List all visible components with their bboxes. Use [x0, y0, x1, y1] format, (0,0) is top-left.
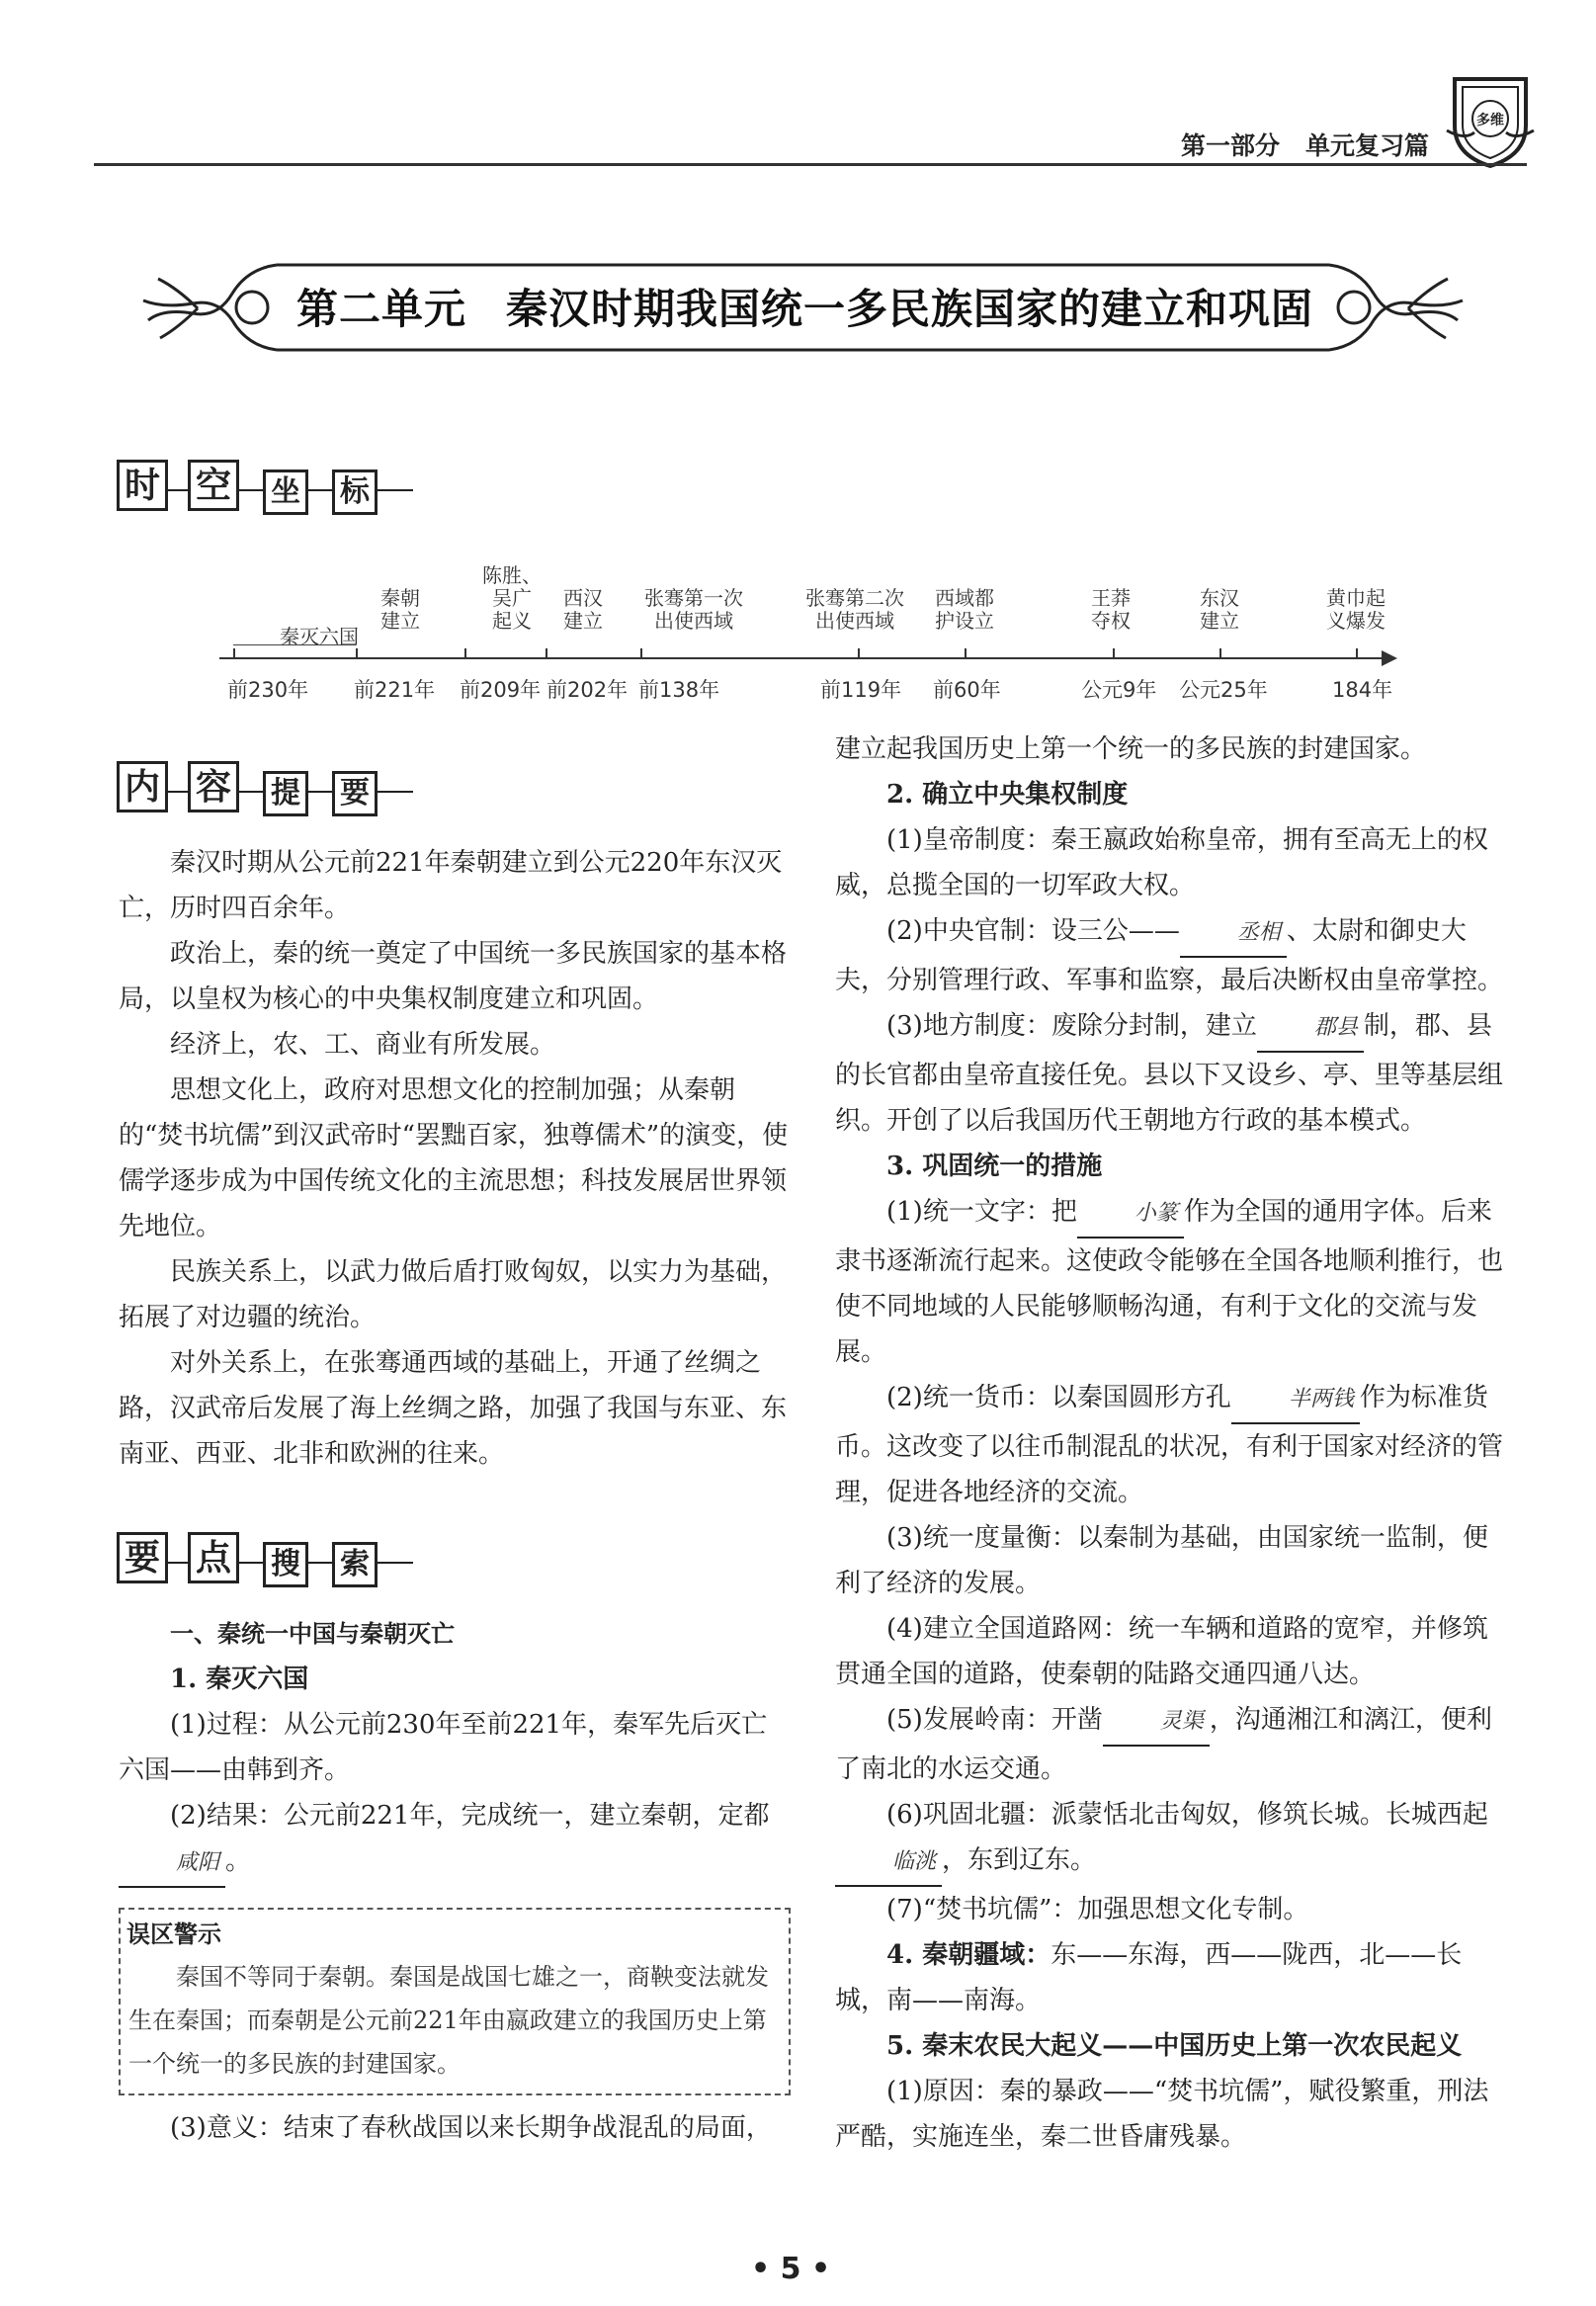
- answer-blank: 小篆: [1077, 1191, 1184, 1238]
- summary-para: 对外关系上，在张骞通西域的基础上，开通了丝绸之路，汉武帝后发展了海上丝绸之路，加强了我国与东亚、东南亚、西亚、北非和欧洲的往来。: [119, 1348, 788, 1469]
- point: [835, 1375, 1507, 1515]
- section-char: 容: [188, 761, 239, 812]
- point: [835, 908, 1507, 1003]
- summary-para: 民族关系上，以武力做后盾打败匈奴，以实力为基础，拓展了对边疆的统治。: [119, 1257, 788, 1332]
- timeline-event: 陈胜、 吴广 起义: [482, 563, 542, 633]
- timeline-event: 秦朝 建立: [380, 586, 420, 633]
- point-text: 制，郡、县的长官都由皇帝直接任免。县以下又设乡、亭、里等基层组织。开创了以后我国历代王朝地方行政的基本模式。: [835, 1011, 1504, 1136]
- timeline-year: 前138年: [638, 678, 720, 702]
- section-label-yaodian: [117, 1532, 413, 1591]
- point-text: (2)中央官制：设三公——: [886, 916, 1180, 946]
- answer-blank: 半两钱: [1231, 1377, 1360, 1424]
- point: (3)统一度量衡：以秦制为基础，由国家统一监制，便利了经济的发展。: [835, 1523, 1488, 1598]
- subheading-text: 1. 秦灭六国: [170, 1665, 309, 1694]
- warning-text: 秦国不等同于秦朝。秦国是战国七雄之一，商鞅变法就发生在秦国；而秦朝是公元前221年由嬴政建立的我国历史上第一个统一的多民族的封建国家。: [128, 1963, 769, 2078]
- section-label-neirong: [117, 761, 413, 820]
- summary-para: 政治上，秦的统一奠定了中国统一多民族国家的基本格局，以皇权为核心的中央集权制度建立和巩固。: [119, 939, 788, 1014]
- timeline-event: 张骞第一次 出使西域: [644, 586, 743, 633]
- warning-title: 误区警示: [126, 1921, 221, 1948]
- timeline-year: 前230年: [227, 678, 309, 702]
- summary-text: [119, 840, 791, 1477]
- section-char: 提: [263, 771, 308, 816]
- timeline-year: 前119年: [820, 678, 902, 702]
- subheading: 5. 秦末农民大起义——中国历史上第一次农民起义: [886, 2031, 1463, 2061]
- point-text: ，东到辽东。: [942, 1845, 1097, 1875]
- point: 建立起我国历史上第一个统一的多民族的封建国家。: [835, 734, 1427, 764]
- summary-para: 思想文化上，政府对思想文化的控制加强；从秦朝的“焚书坑儒”到汉武帝时“罢黜百家，独尊儒术”的演变，使儒学逐步成为中国传统文化的主流思想；科技发展居世界领先地位。: [119, 1075, 789, 1241]
- subheading-text: 4. 秦朝疆域：: [886, 1940, 1051, 1970]
- logo-text: 多维: [1476, 113, 1504, 128]
- answer-blank: 灵渠: [1103, 1699, 1210, 1747]
- timeline-event: 张骞第二次 出使西域: [805, 586, 904, 633]
- timeline-year: 184年: [1332, 678, 1393, 702]
- point: (4)建立全国道路网：统一车辆和道路的宽窄，并修筑贯通全国的道路，使秦朝的陆路交通四通八达。: [835, 1614, 1488, 1689]
- point: [835, 1932, 1507, 2023]
- point: [119, 1793, 791, 1888]
- point-text: (2)结果：公元前221年，完成统一，建立秦朝，定都: [170, 1801, 770, 1831]
- point: [835, 1697, 1507, 1792]
- point-text: 、太尉和御史大夫，分别管理行政、军事和监察，最后决断权由皇帝掌控。: [835, 916, 1504, 995]
- summary-para: 经济上，农、工、商业有所发展。: [170, 1030, 556, 1060]
- point-text: 东——东海，西——陇西，北——长城，南——南海。: [835, 1940, 1463, 2015]
- timeline-event: 东汉 建立: [1200, 586, 1239, 633]
- point: (1)原因：秦的暴政——“焚书坑儒”，赋役繁重，刑法严酷，实施连坐，秦二世昏庸残暴。: [835, 2077, 1489, 2152]
- heading-1: 一、秦统一中国与秦朝灭亡: [170, 1620, 455, 1648]
- section-char: 标: [332, 470, 378, 515]
- point-text: ，沟通湘江和漓江，便利了南北的水运交通。: [835, 1705, 1492, 1784]
- timeline-year: 前209年: [460, 678, 542, 702]
- section-char: 时: [117, 460, 168, 511]
- answer-blank: 临洮: [835, 1839, 942, 1887]
- keypoints-left-cont: [119, 2105, 791, 2151]
- header-section: 单元复习篇: [1305, 131, 1430, 160]
- point: (7)“焚书坑儒”：加强思想文化专制。: [886, 1895, 1309, 1924]
- section-char: 搜: [263, 1542, 308, 1587]
- point-text: 。: [225, 1846, 252, 1876]
- section-char: 点: [188, 1532, 239, 1583]
- section-char: 要: [332, 771, 378, 816]
- qinmie-label: 秦灭六国: [280, 625, 359, 648]
- timeline-axis: [219, 657, 1386, 659]
- point-text: 作为全国的通用字体。后来隶书逐渐流行起来。这使政令能够在全国各地顺利推行，也使不同地域的人民能够顺畅沟通，有利于文化的交流与发展。: [835, 1197, 1504, 1367]
- timeline-arrow: [1382, 650, 1397, 666]
- point-text: (3)地方制度：废除分封制，建立: [886, 1011, 1257, 1041]
- point: (1)皇帝制度：秦王嬴政始称皇帝，拥有至高无上的权威，总揽全国的一切军政大权。: [835, 825, 1488, 900]
- timeline-event: 西域都 护设立: [935, 586, 994, 633]
- timeline-event: 西汉 建立: [563, 586, 603, 633]
- section-label-shikong: [117, 460, 413, 519]
- unit-number: 第二单元: [296, 285, 467, 333]
- unit-title: [296, 277, 1314, 336]
- point-text: 作为标准货币。这改变了以往币制混乱的状况，有利于国家对经济的管理，促进各地经济的交流。: [835, 1383, 1504, 1507]
- running-header: [1181, 127, 1455, 162]
- point: [835, 1792, 1507, 1887]
- answer-blank: 丞相: [1180, 910, 1287, 958]
- answer-blank: 郡县: [1257, 1005, 1364, 1053]
- timeline-year: 前202年: [546, 678, 629, 702]
- point: (3)意义：结束了春秋战国以来长期争战混乱的局面，: [170, 2113, 772, 2143]
- section-char: 索: [332, 1542, 378, 1587]
- point: [835, 1189, 1507, 1375]
- summary-para: 秦汉时期从公元前221年秦朝建立到公元220年东汉灭亡，历时四百余年。: [119, 848, 783, 923]
- publisher-logo: [1445, 71, 1536, 170]
- point-text: (1)统一文字：把: [886, 1197, 1077, 1227]
- timeline-year: 前221年: [354, 678, 436, 702]
- timeline-year: 公元9年: [1081, 678, 1157, 702]
- timeline-event: 王莽 夺权: [1091, 586, 1131, 633]
- subheading: 2. 确立中央集权制度: [886, 780, 1129, 810]
- timeline-year: 公元25年: [1179, 678, 1268, 702]
- section-char: 要: [117, 1532, 168, 1583]
- point-text: (6)巩固北疆：派蒙恬北击匈奴，修筑长城。长城西起: [886, 1800, 1488, 1830]
- section-char: 内: [117, 761, 168, 812]
- header-part: 第一部分: [1181, 131, 1281, 160]
- point: (1)过程：从公元前230年至前221年，秦军先后灭亡六国——由韩到齐。: [119, 1710, 768, 1785]
- unit-name: 秦汉时期我国统一多民族国家的建立和巩固: [506, 285, 1314, 333]
- subheading: 3. 巩固统一的措施: [886, 1152, 1103, 1181]
- point: [835, 1003, 1507, 1144]
- timeline-year: 前60年: [933, 678, 1001, 702]
- keypoints-left: [119, 1611, 791, 1888]
- answer-blank: 咸阳: [119, 1840, 225, 1888]
- point-text: (5)发展岭南：开凿: [886, 1705, 1103, 1735]
- keypoints-right: [835, 726, 1507, 2160]
- subheading: [119, 1657, 791, 1702]
- header-rule: [94, 163, 1527, 166]
- section-char: 空: [188, 460, 239, 511]
- point-text: (2)统一货币：以秦国圆形方孔: [886, 1383, 1231, 1412]
- timeline-event: 黄巾起 义爆发: [1326, 586, 1386, 633]
- section-char: 坐: [263, 470, 308, 515]
- page-number: • 5 •: [751, 2252, 831, 2286]
